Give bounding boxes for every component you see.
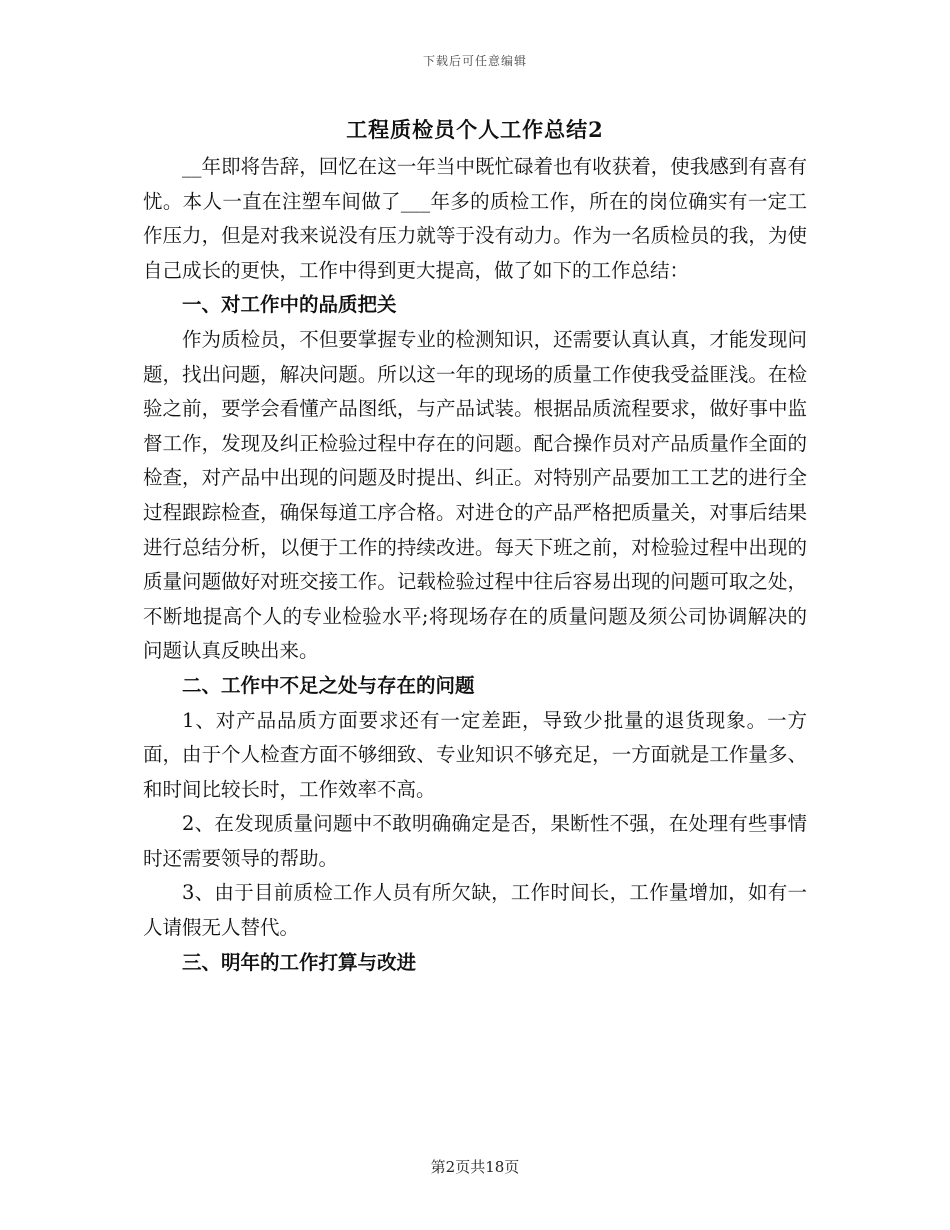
section-heading-next-year-plan: 三、明年的工作打算与改进 (182, 950, 417, 974)
page-indicator: 第2页共18页 (430, 1158, 520, 1176)
section-paragraph: 1、对产品品质方面要求还有一定差距，导致少批量的退货现象。一方面，由于个人检查方面不够细致、专业知识不够充足，一方面就是工作量多、和时间比较长时，工作效率不高。 (143, 708, 807, 801)
section-paragraph: 2、在发现质量问题中不敢明确确定是否，果断性不强，在处理有些事情时还需要领导的帮助。 (143, 812, 807, 870)
section-heading-quality-control: 一、对工作中的品质把关 (182, 293, 397, 317)
intro-paragraph: __年即将告辞，回忆在这一年当中既忙碌着也有收获着，使我感到有喜有忧。本人一直在注塑车间做了___年多的质检工作，所在的岗位确实有一定工作压力，但是对我来说没有压力就等于没有动力。作为一名质检员的我，为使自己成长的更快，工作中得到更大提高，做了如下的工作总结： (143, 155, 807, 282)
section-paragraph: 3、由于目前质检工作人员有所欠缺，工作时间长，工作量增加，如有一人请假无人替代。 (143, 881, 807, 940)
section-heading-shortcomings: 二、工作中不足之处与存在的问题 (182, 673, 475, 697)
document-title: 工程质检员个人工作总结2 (346, 117, 604, 142)
header-note: 下载后可任意编辑 (422, 54, 527, 68)
section-paragraph: 作为质检员，不但要掌握专业的检测知识，还需要认真认真，才能发现问题，找出问题，解决问题。所以这一年的现场的质量工作使我受益匪浅。在检验之前，要学会看懂产品图纸，与产品试装。根据品质流程要求，做好事中监督工作，发现及纠正检验过程中存在的问题。配合操作员对产品质量作全面的检查，对产品中出现的问题及时提出、纠正。对特别产品要加工工艺的进行全过程跟踪检查，确保每道工序合格。对进仓的产品严格把质量关，对事后结果进行总结分析，以便于工作的持续改进。每天下班之前，对检验过程中出现的质量问题做好对班交接工作。记载检验过程中往后容易出现的问题可取之处，不断地提高个人的专业检验水平;将现场存在的质量问题及须公司协调解决的问题认真反映出来。 (143, 327, 807, 663)
document-body (143, 150, 807, 980)
